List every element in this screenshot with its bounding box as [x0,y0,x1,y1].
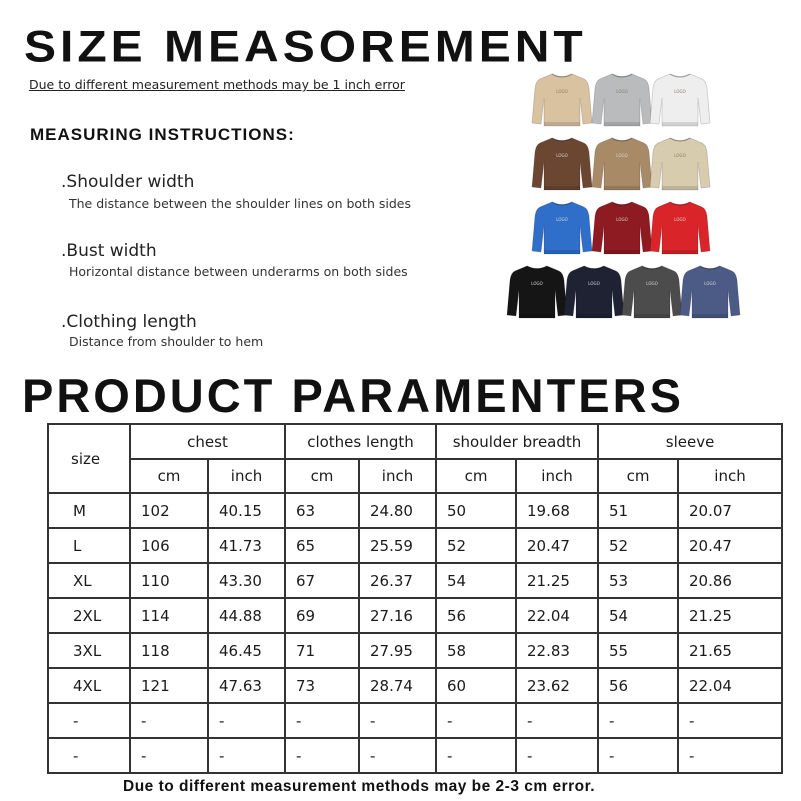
table-cell: 44.88 [208,598,285,633]
sweater-icon [590,132,654,196]
table-row [48,738,782,773]
sweater-swatch [590,132,654,196]
unit-header: inch [678,459,782,493]
table-cell: - [436,738,516,773]
table-cell: - [285,703,359,738]
table-cell: - [359,703,436,738]
table-cell: 26.37 [359,563,436,598]
table-row [48,493,782,528]
table-cell: 25.59 [359,528,436,563]
instructions-heading: MEASURING INSTRUCTIONS: [30,125,295,144]
logo-text: LOGO [646,281,658,286]
size-label-cell: 4XL [48,668,130,703]
measure-title-shoulder: .Shoulder width [61,172,195,192]
sweater-icon [590,68,654,132]
table-cell: 73 [285,668,359,703]
logo-text: LOGO [556,153,568,158]
table-cell: 47.63 [208,668,285,703]
table-cell: - [516,738,598,773]
logo-text: LOGO [674,217,686,222]
table-cell: 60 [436,668,516,703]
table-cell: - [598,703,678,738]
table-cell: 46.45 [208,633,285,668]
sweater-swatch [648,132,712,196]
table-row [48,633,782,668]
table-cell: 23.62 [516,668,598,703]
table-cell: 102 [130,493,208,528]
table-cell: 22.04 [678,668,782,703]
table-cell: - [436,703,516,738]
table-cell: 110 [130,563,208,598]
footer-note: Due to different measurement methods may be 2-3 cm error. [123,778,596,795]
unit-header: cm [436,459,516,493]
sweater-icon [530,196,594,260]
table-cell: 55 [598,633,678,668]
table-cell: 27.95 [359,633,436,668]
page-title: SIZE MEASOREMENT [24,22,587,72]
logo-text: LOGO [616,217,628,222]
measure-desc-bust: Horizontal distance between underarms on both sides [69,264,408,279]
table-cell: 50 [436,493,516,528]
table-cell: 53 [598,563,678,598]
table-cell: 24.80 [359,493,436,528]
table-row [48,668,782,703]
table-cell: - [130,738,208,773]
section-title: PRODUCT PARAMENTERS [22,369,684,422]
table-cell: 41.73 [208,528,285,563]
logo-text: LOGO [704,281,716,286]
size-label-cell: XL [48,563,130,598]
unit-header: inch [359,459,436,493]
size-label-cell: - [48,738,130,773]
sweater-icon [530,68,594,132]
table-cell: - [208,703,285,738]
table-cell: - [678,703,782,738]
size-label-cell: - [48,703,130,738]
logo-text: LOGO [674,89,686,94]
table-cell: 19.68 [516,493,598,528]
logo-text: LOGO [588,281,600,286]
table-row [48,598,782,633]
sweater-icon [678,260,742,324]
table-cell: 114 [130,598,208,633]
logo-text: LOGO [674,153,686,158]
table-cell: 21.25 [516,563,598,598]
unit-header: inch [208,459,285,493]
table-row [48,563,782,598]
sweater-swatch [562,260,626,324]
table-cell: 52 [436,528,516,563]
sweater-swatch [678,260,742,324]
table-cell: 106 [130,528,208,563]
group-header-shoulder-breadth: shoulder breadth [436,424,598,459]
sweater-swatch [530,196,594,260]
sweater-swatch [620,260,684,324]
sweater-icon [530,132,594,196]
table-cell: - [516,703,598,738]
logo-text: LOGO [556,217,568,222]
table-cell: 20.86 [678,563,782,598]
table-cell: 20.07 [678,493,782,528]
logo-text: LOGO [556,89,568,94]
table-cell: - [598,738,678,773]
sweater-swatch [648,196,712,260]
table-cell: 56 [598,668,678,703]
table-cell: - [359,738,436,773]
sweater-icon [648,132,712,196]
sweater-swatch [505,260,569,324]
table-cell: 20.47 [678,528,782,563]
table-cell: 20.47 [516,528,598,563]
table-cell: - [285,738,359,773]
sweater-icon [590,196,654,260]
sweater-swatch [530,132,594,196]
table-cell: - [130,703,208,738]
table-row [48,703,782,738]
sweater-icon [648,196,712,260]
logo-text: LOGO [616,89,628,94]
table-cell: 67 [285,563,359,598]
table-cell: - [678,738,782,773]
measure-title-length: .Clothing length [61,312,197,332]
table-cell: 22.04 [516,598,598,633]
table-cell: 40.15 [208,493,285,528]
table-cell: 51 [598,493,678,528]
error-note: Due to different measurement methods may be 1 inch error [29,77,405,92]
table-cell: 118 [130,633,208,668]
size-label-cell: 2XL [48,598,130,633]
table-cell: 71 [285,633,359,668]
table-cell: 63 [285,493,359,528]
table-cell: 52 [598,528,678,563]
sweater-swatch [530,68,594,132]
table-cell: 65 [285,528,359,563]
table-cell: 121 [130,668,208,703]
table-cell: 69 [285,598,359,633]
sweater-swatch [590,68,654,132]
table-cell: 22.83 [516,633,598,668]
table-cell: 58 [436,633,516,668]
sweater-icon [648,68,712,132]
table-cell: 28.74 [359,668,436,703]
group-header-chest: chest [130,424,285,459]
size-label-cell: M [48,493,130,528]
unit-header: cm [285,459,359,493]
measure-desc-length: Distance from shoulder to hem [69,334,264,349]
table-cell: 21.65 [678,633,782,668]
group-header-clothes-length: clothes length [285,424,436,459]
sweater-icon [562,260,626,324]
unit-header: inch [516,459,598,493]
size-label-cell: L [48,528,130,563]
sweater-swatch [648,68,712,132]
size-label-cell: 3XL [48,633,130,668]
unit-header: cm [130,459,208,493]
size-table [47,423,783,774]
measure-title-bust: .Bust width [61,241,157,261]
logo-text: LOGO [616,153,628,158]
measure-desc-shoulder: The distance between the shoulder lines on both sides [69,196,411,211]
table-cell: 27.16 [359,598,436,633]
logo-text: LOGO [531,281,543,286]
table-cell: 43.30 [208,563,285,598]
sweater-swatch [590,196,654,260]
table-cell: - [208,738,285,773]
sweater-icon [505,260,569,324]
table-cell: 21.25 [678,598,782,633]
sweater-icon [620,260,684,324]
table-cell: 54 [598,598,678,633]
unit-header: cm [598,459,678,493]
table-cell: 54 [436,563,516,598]
size-header: size [48,424,130,493]
group-header-sleeve: sleeve [598,424,782,459]
table-cell: 56 [436,598,516,633]
table-row [48,528,782,563]
